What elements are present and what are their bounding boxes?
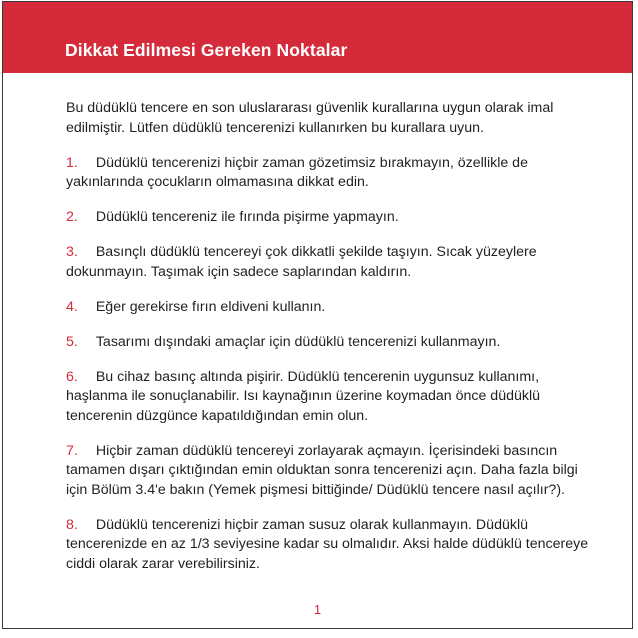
content-body (66, 99, 596, 590)
list-item-2 (66, 208, 596, 228)
item-text: Eğer gerekirse fırın eldiveni kullanın. (95, 298, 326, 315)
item-text: Tasarımı dışındaki amaçlar için düdüklü tencerenizi kullanmayın. (95, 333, 501, 350)
list-item-5 (66, 333, 596, 353)
item-number: 8. (66, 516, 78, 533)
item-number: 5. (66, 333, 78, 350)
item-text: Bu cihaz basınç altında pişirir. Düdüklü tencerenin uygunsuz kullanımı, haşlanma ile sonuçlanabilir. Isı kaynağının üzerine koymadan önce düdüklü tencerenin düzgünce kapatıldığından emin olun. (66, 368, 540, 424)
list-item-3 (66, 243, 596, 282)
list-item-6 (66, 368, 596, 427)
page-frame (2, 1, 633, 629)
list-item-1 (66, 154, 596, 193)
item-number: 3. (66, 244, 78, 260)
item-number: 2. (66, 209, 78, 225)
item-text: Hiçbir zaman düdüklü tencereyi zorlayarak açmayın. İçerisindeki basıncın tamamen dışarı çıktığından emin olduktan sonra tencerenizi açın. Daha fazla bilgi için Bölüm 3.4'e bakın (Yemek pişmesi bittiğinde/ Düdüklü tencere nasıl açılır?). (66, 442, 578, 498)
item-text: Düdüklü tencerenizi hiçbir zaman gözetimsiz bırakmayın, özellikle de yakınlarında çocukların olmamasına dikkat edin. (66, 154, 528, 190)
item-text: Düdüklü tencerenizi hiçbir zaman susuz olarak kullanmayın. Düdüklü tencerenizde en az 1/3 seviyesine kadar su olmalıdır. Aksi halde düdüklü tencereye ciddi olarak zarar verebilirsiniz. (66, 516, 589, 572)
intro-paragraph: Bu düdüklü tencere en son uluslararası güvenlik kurallarına uygun olarak imal edilmiştir. Lütfen düdüklü tencerenizi kullanırken bu kurallara uyun. (66, 100, 554, 136)
page-number: 1 (313, 602, 322, 617)
page-title: Dikkat Edilmesi Gereken Noktalar (65, 40, 348, 60)
item-number: 7. (66, 442, 78, 459)
item-number: 4. (66, 298, 78, 315)
list-item-8 (66, 516, 596, 575)
header-banner (3, 2, 632, 73)
item-text: Basınçlı düdüklü tencereyi çok dikkatli şekilde taşıyın. Sıcak yüzeylere dokunmayın. Taşımak için sadece saplarından kaldırın. (66, 244, 537, 280)
item-number: 1. (66, 154, 78, 171)
item-number: 6. (66, 368, 78, 385)
list-item-7 (66, 442, 596, 501)
item-text: Düdüklü tencereniz ile fırında pişirme yapmayın. (95, 209, 399, 225)
list-item-4 (66, 298, 596, 318)
